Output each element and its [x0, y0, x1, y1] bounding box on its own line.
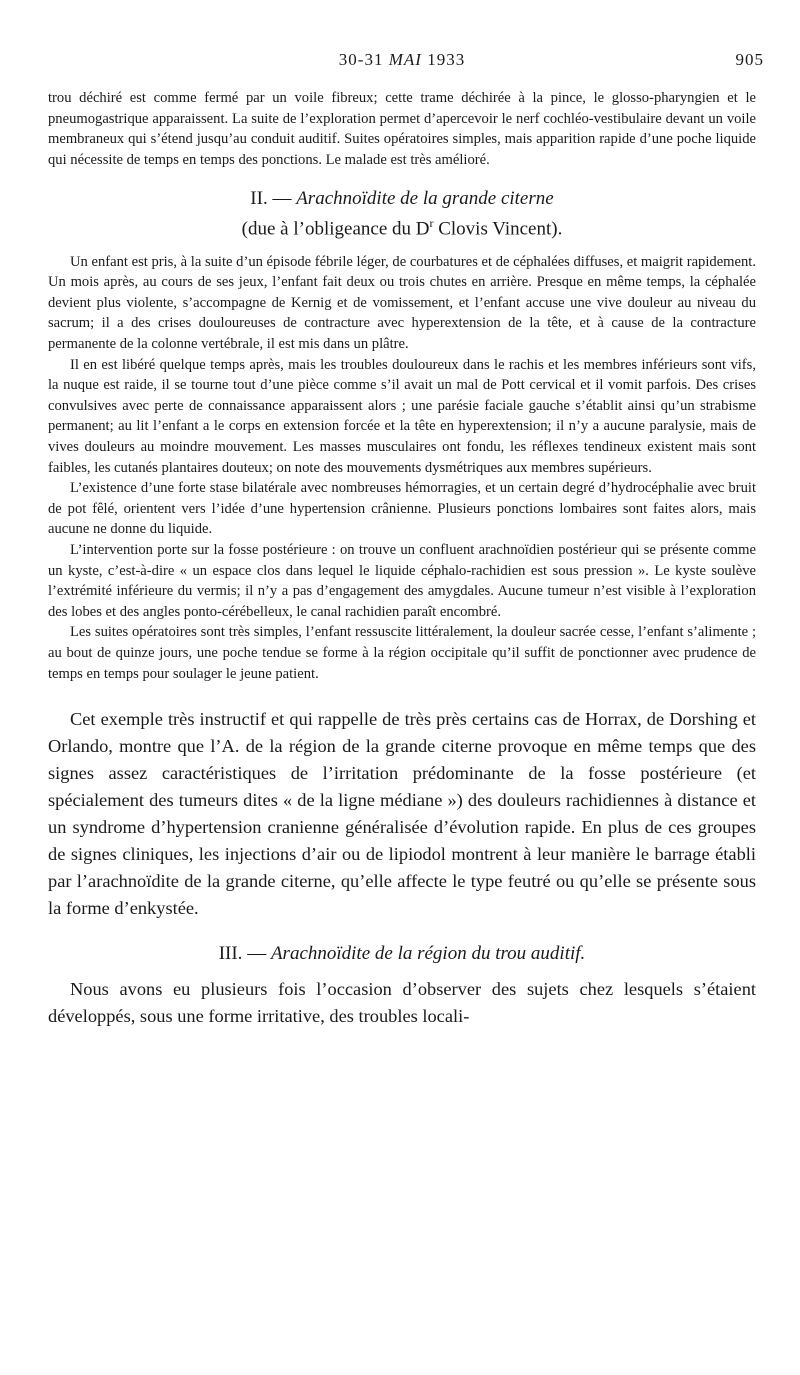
section-2-case-report: [48, 252, 756, 684]
case-paragraph-3: L’existence d’une forte stase bilatérale avec nombreuses hémorragies, et un certain degré d’hydrocéphalie avec bruit de pot fêlé, orientent vers l’idée d’une hypertension crânienne. Plusieurs ponctions lombaires sont faites alors, mais aucune ne donne du liquide.: [48, 480, 756, 538]
section-2-credit-sup: r: [429, 216, 434, 231]
intro-paragraph: trou déchiré est comme fermé par un voile fibreux; cette trame déchirée à la pince, le glosso-pharyngien et le pneumogastrique apparaissent. La suite de l’exploration permet d’apercevoir le nerf cochléo-vestibulaire devant un voile membraneux qui s’étend jusqu’au conduit auditif. Suites opératoires simples, mais apparition rapide d’une poche liquide qui nécessite de temps en temps des ponctions. Le malade est très amélioré.: [48, 90, 756, 168]
section-2-credit-after: Clovis Vincent).: [433, 218, 563, 240]
case-paragraph-1: Un enfant est pris, à la suite d’un épisode fébrile léger, de courbatures et de céphalées diffuses, et maigrit rapidement. Un mois après, au cours de ses jeux, l’enfant fait deux ou trois chutes en arrière. Presque en même temps, la céphalée devient plus violente, s’accompagne de Kernig et de vomissement, et l’enfant accuse une vive douleur au niveau du sacrum; il a des crises douloureuses de contracture avec hyperextension de la tête, et à cause de la contracture permanente de la colonne vertébrale, il est mis dans un plâtre.: [48, 253, 757, 353]
section-2-dash: —: [272, 188, 292, 210]
section-2-title: Arachnoïdite de la grande citerne: [296, 188, 554, 210]
main-text-block: [48, 706, 756, 921]
section-3-title: Arachnoïdite de la région du trou auditif.: [270, 943, 586, 965]
section-3-heading: [48, 941, 756, 966]
main-paragraph: Cet exemple très instructif et qui rappelle de très près certains cas de Horrax, de Dorshing et Orlando, montre que l’A. de la région de la grande citerne provoque en même temps que des signes assez caractéristiques de l’irritation prédominante de la fosse postérieure (et spécialement des tumeurs dites « de la ligne médiane ») des douleurs rachidiennes à distance et un syndrome d’hypertension cranienne généralisée d’évolution rapide. En plus de ces groupes de signes cliniques, les injections d’air ou de lipiodol montrent à leur manière le barrage établi par l’arachnoïdite de la grande citerne, qu’elle affecte le type feutré ou qu’elle se présente sous la forme d’enkystée.: [48, 709, 756, 918]
running-head-year: 1933: [427, 50, 466, 69]
running-head-month: MAI: [388, 50, 422, 69]
section-3-paragraph: Nous avons eu plusieurs fois l’occasion d’observer des sujets chez lesquels s’étaient développés, sous une forme irritative, des troubles locali-: [48, 979, 756, 1027]
case-paragraph-4: L’intervention porte sur la fosse postérieure : on trouve un confluent arachnoïdien postérieur qui se présente comme un kyste, c’est-à-dire « un espace clos dans lequel le liquide céphalo-rachidien est sous pression ». Le kyste soulève l’extrémité inférieure du vermis; il n’y a pas d’engagement des amygdales. Aucune tumeur n’est visible à l’exploration des lobes et des angles ponto-cérébelleux, le canal rachidien paraît encombré.: [48, 542, 756, 620]
case-paragraph-2: Il en est libéré quelque temps après, mais les troubles douloureux dans le rachis et les membres inférieurs sont vifs, la nuque est raide, il se tourne tout d’une pièce comme s’il avait un mal de Pott cervical et il vomit parfois. Des crises convulsives avec perte de connaissance apparaissent alors ; une parésie faciale gauche s’établit ainsi qu’un strabisme permanent; au lit l’enfant a le corps en extension forcée et la tête en hyperextension; il n’y a aucune paralysie, mais de vives douleurs au moindre mouvement. Les masses musculaires ont fondu, les réflexes tendineux existent mais sont faibles, les cutanés plantaires douteux; on note des mouvements dysmétriques aux membres supérieurs.: [48, 356, 756, 476]
intro-block: [48, 88, 756, 170]
page-number: 905: [735, 50, 764, 69]
section-2-numeral: II.: [250, 188, 268, 210]
section-2-credit-before: (due à l’obligeance du D: [241, 218, 430, 240]
journal-page: [48, 0, 764, 1030]
section-2-title-line: [48, 186, 756, 211]
case-paragraph-5: Les suites opératoires sont très simples, l’enfant ressuscite littéralement, la douleur sacrée cesse, l’enfant s’alimente ; au bout de quinze jours, une poche tendue se forme à la région occipitale qu’il suffit de ponctionner avec prudence de temps en temps pour soulager le jeune patient.: [48, 624, 756, 682]
section-2-credit: [48, 211, 756, 241]
running-head: [48, 50, 764, 80]
section-3-numeral: III.: [218, 943, 243, 965]
section-2-heading: [48, 186, 756, 241]
running-head-days: 30-31: [338, 50, 384, 69]
section-3-text-block: [48, 976, 756, 1030]
section-3-dash: —: [247, 943, 267, 965]
running-head-date: [48, 50, 756, 70]
